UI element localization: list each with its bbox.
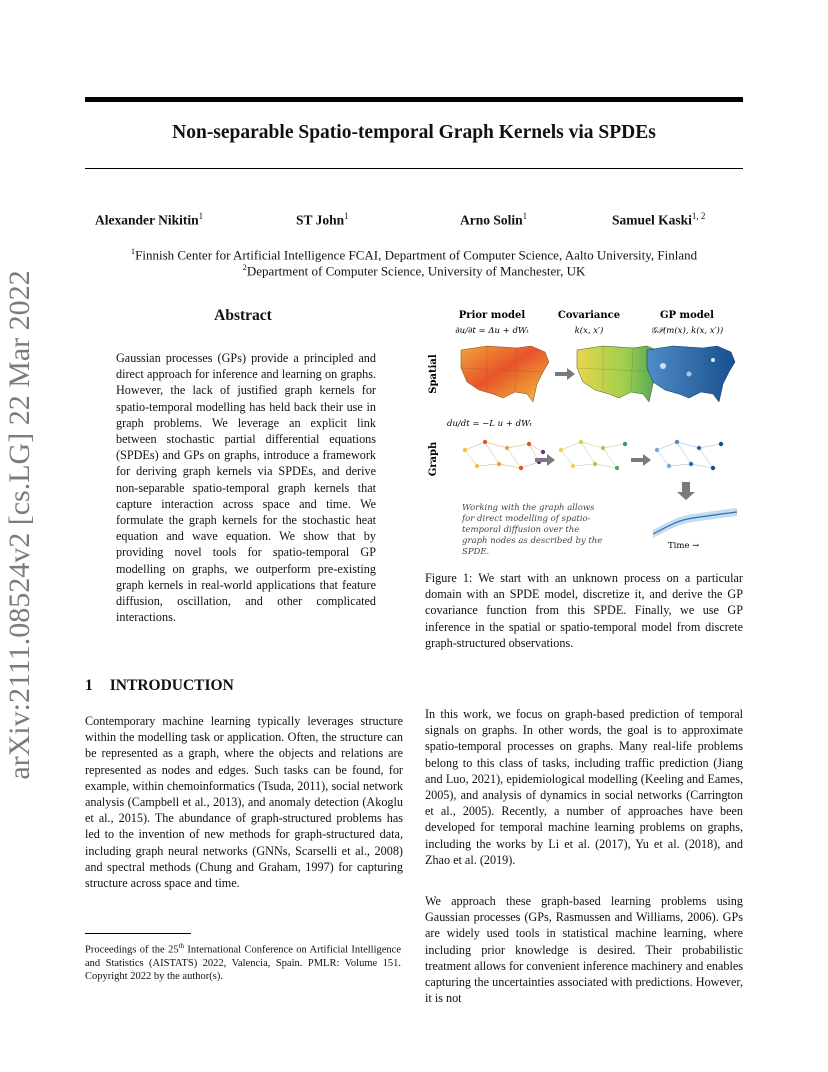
svg-text:SPDE.: SPDE. — [462, 547, 490, 557]
figure-graphic — [425, 302, 743, 564]
footnote: Proceedings of the 25th International Conference on Artificial Intelligence and Statistics (AISTATS) 2022, Valencia, Spain. PMLR: Volume 151. Copyright 2022 by the author(s). — [85, 942, 401, 983]
section-heading: 1 INTRODUCTION — [85, 677, 234, 694]
col-cov-title: Covariance — [557, 310, 621, 321]
svg-text:Working with the graph allows: Working with the graph allows — [462, 503, 595, 513]
map-gp — [647, 346, 735, 402]
row-graph-label: Graph — [428, 441, 439, 477]
abstract-heading: Abstract — [214, 307, 272, 324]
svg-text:graph nodes as described by th: graph nodes as described by the — [462, 536, 603, 546]
figure-note — [461, 503, 602, 557]
svg-text:for direct modelling of spatio: for direct modelling of spatio- — [462, 514, 591, 524]
col-prior-title: Prior model — [458, 310, 526, 321]
eq-cov: k(x, x′) — [574, 326, 604, 336]
author-1: Alexander Nikitin$^1$ — [95, 211, 204, 228]
author-3: Arno Solin$^1$ — [460, 211, 528, 228]
intro-paragraph-1: Contemporary machine learning typically leverages structure within the modelling task or application. Often, the structure can be represented as a graph, where the objects and relations are represented as nodes and edges. Such tasks can be found, for example, within chemoinformatics (Tsuda, 2011), social network analysis (Campbell et al., 2013), and anomaly detection (Akoglu et al., 2015). The abundance of graph-structured problems has led to the invention of new methods for graph-structured data, including graph neural networks (GNNs, Scarselli et al., 2008) and spectral methods (Chung and Graham, 1997) for capturing structure across space and time. — [85, 714, 403, 891]
col-gp-title: GP model — [660, 310, 714, 321]
paper-title: Non-separable Spatio-temporal Graph Kernels via SPDEs — [172, 122, 656, 143]
author-2: ST John$^1$ — [296, 211, 349, 228]
affiliation-1: $^1$Finnish Center for Artificial Intelligence FCAI, Department of Computer Science, Aalto University, Finland — [130, 246, 698, 263]
affiliation-2: $^2$Department of Computer Science, University of Manchester, UK — [242, 262, 586, 279]
map-prior — [461, 346, 549, 402]
intro-paragraph-2: In this work, we focus on graph-based prediction of temporal signals on graphs. In other words, the goal is to approximate spatio-temporal processes on graphs. Many real-life problems belong to this class of tasks, including traffic prediction (Jiang and Luo, 2021), epidemiological modelling (Keeling and Eames, 2005), and analysis of dynamics in social networks (Carrington et al., 2005). Recently, a number of approaches have been developed for temporal machine learning problems on graphs, including the works by Li et al. (2017), Yu et al. (2018), and Zhao et al. (2019). — [425, 707, 743, 867]
graph-prior — [463, 440, 545, 470]
figure-caption: Figure 1: We start with an unknown process on a particular domain with an SPDE model, discretize it, and derive the GP covariance function from this SPDE. Finally, we use GP inference in the spatial or spatio-temporal model from discrete graph-structured observations. — [425, 571, 743, 650]
figure-1 — [425, 302, 743, 564]
row-spatial-label: Spatial — [428, 354, 439, 394]
svg-text:temporal diffusion over the: temporal diffusion over the — [462, 525, 580, 535]
graph-gp — [655, 440, 723, 470]
eq-graph-visible: du/dt = −L u + dWₜ — [447, 419, 532, 429]
eq-gp: 𝒢𝒫(m(x), k(x, x′)) — [650, 326, 724, 336]
graph-covariance — [559, 440, 627, 470]
arrow-3 — [535, 454, 555, 466]
footnote-rule — [85, 933, 191, 934]
eq-spatial: ∂u/∂t = Δu + dWₜ — [455, 326, 529, 336]
arrow-down — [677, 482, 695, 500]
arrow-4 — [631, 454, 651, 466]
top-rule — [85, 97, 743, 102]
abstract-text: Gaussian processes (GPs) provide a principled and direct approach for inference and learning on graphs. However, the lack of justified graph kernels for spatio-temporal modelling has held back their use in graph problems. We leverage an explicit link between stochastic partial differential equations (SPDEs) and GPs on graphs, introduce a framework for deriving graph kernels via SPDEs, and derive non-separable spatio-temporal graph kernels that capture interaction across space and time. We formulate the graph kernels for the stochastic heat equation and wave equation. We show that by providing novel tools for spatio-temporal GP modelling on graphs, we outperform pre-existing graph kernels in real-world applications that feature diffusion, oscillation, and other complicated interactions. — [116, 351, 376, 625]
title-rule — [85, 168, 743, 169]
intro-paragraph-3: We approach these graph-based learning problems using Gaussian processes (GPs, Rasmussen and Williams, 2006). GPs are widely used tools in statistical machine learning, where including prior knowledge is desired. Their probabilistic treatment allows for convenient inference machinery and enables capturing the uncertainties associated with predictions. However, it is not — [425, 894, 743, 1006]
time-label: Time → — [668, 541, 700, 551]
arrow-1 — [555, 368, 575, 380]
time-series — [653, 508, 737, 538]
author-4: Samuel Kaski$^{1, 2}$ — [612, 211, 706, 228]
